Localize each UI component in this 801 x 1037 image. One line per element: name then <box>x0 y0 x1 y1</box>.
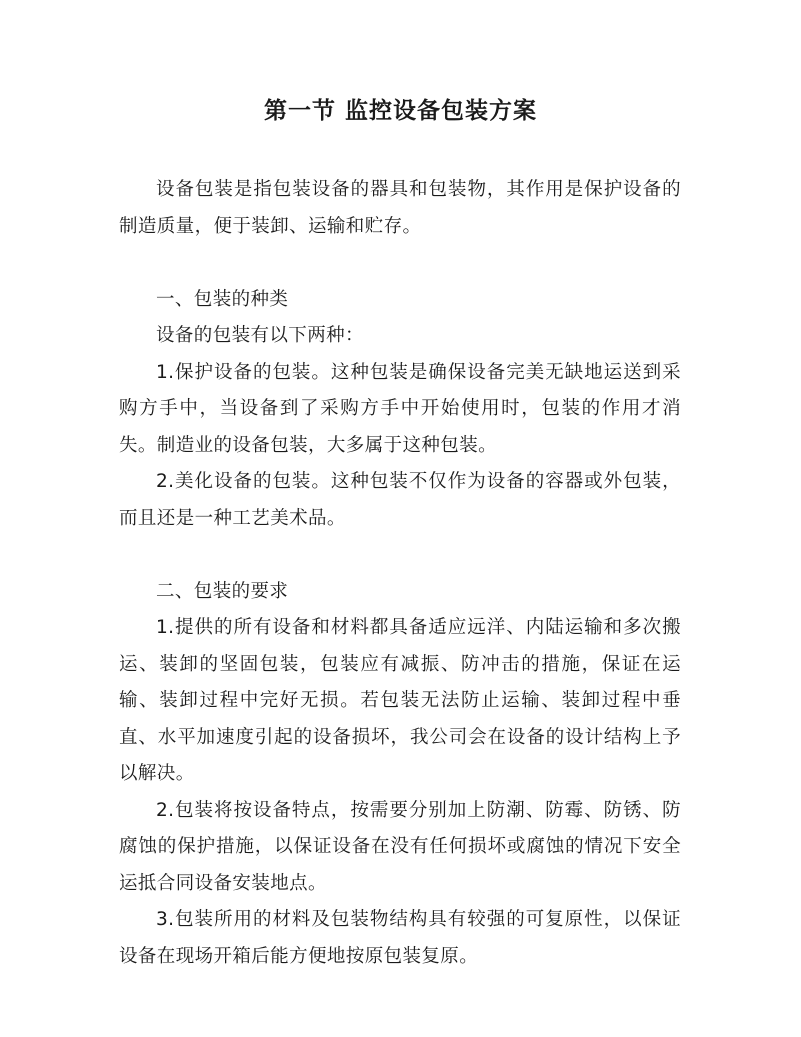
list-item: 2.包装将按设备特点，按需要分别加上防潮、防霉、防锈、防腐蚀的保护措施，以保证设备在没有任何损坏或腐蚀的情况下安全运抵合同设备安装地点。 <box>119 799 681 894</box>
list-item: 2.美化设备的包装。这种包装不仅作为设备的容器或外包装，而且还是一种工艺美术品。 <box>119 471 681 529</box>
intro-paragraph: 设备包装是指包装设备的器具和包装物，其作用是保护设备的制造质量，便于装卸、运输和贮存。 <box>119 179 681 237</box>
paragraph-spacer <box>119 537 681 574</box>
list-item: 1.提供的所有设备和材料都具备适应远洋、内陆运输和多次搬运、装卸的坚固包装，包装应有减振、防冲击的措施，保证在运输、装卸过程中完好无损。若包装无法防止运输、装卸过程中垂直、水平加速度引起的设备损坏，我公司会在设备的设计结构上予以解决。 <box>119 617 681 784</box>
list-item: 1.保护设备的包装。这种包装是确保设备完美无缺地运送到采购方手中，当设备到了采购方手中开始使用时，包装的作用才消失。制造业的设备包装，大多属于这种包装。 <box>119 361 681 456</box>
section-lead-types: 设备的包装有以下两种： <box>156 325 364 346</box>
page-title: 第一节 监控设备包装方案 <box>263 97 537 124</box>
document-body <box>119 172 681 975</box>
section-heading-types: 一、包装的种类 <box>156 288 289 310</box>
section-heading-requirements: 二、包装的要求 <box>156 580 289 602</box>
list-item: 3.包装所用的材料及包装物结构具有较强的可复原性，以保证设备在现场开箱后能方便地按原包装复原。 <box>119 909 681 967</box>
paragraph-spacer <box>119 245 681 282</box>
